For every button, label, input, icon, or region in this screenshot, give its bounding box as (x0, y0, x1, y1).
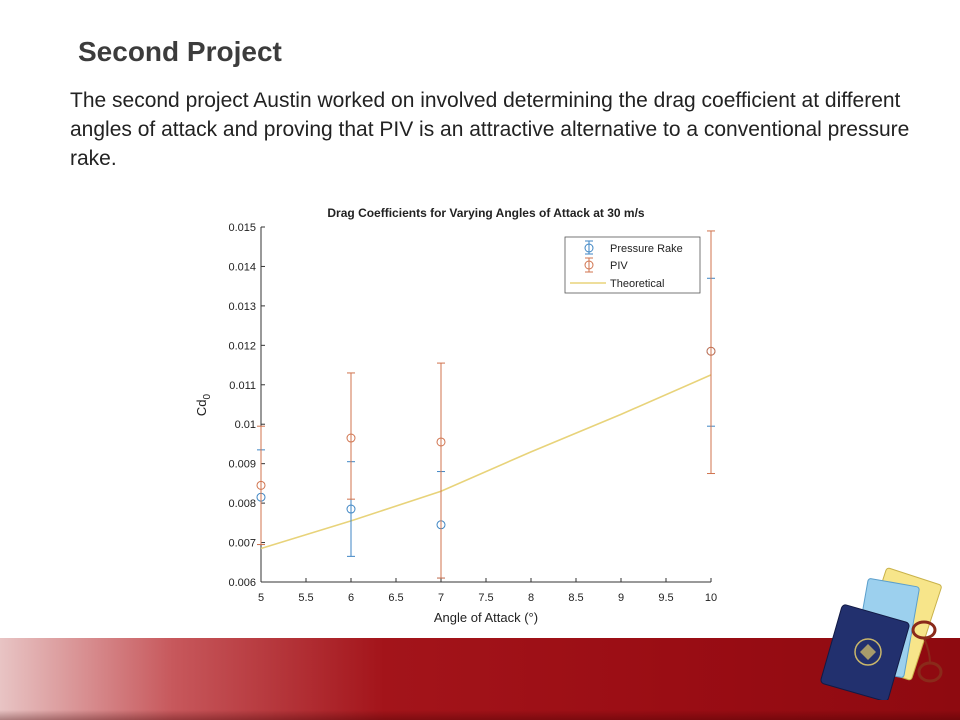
piv-point (347, 373, 355, 499)
svg-text:Cd0 (194, 393, 213, 416)
slide-body-text: The second project Austin worked on involved determining the drag coefficient at different angles of attack and proving that PIV is an attractive alternative to a conventional pressure rake. (70, 89, 910, 170)
y-axis-label-main: Cd (194, 399, 209, 417)
y-tick-label: 0.013 (228, 300, 256, 313)
y-tick-label: 0.009 (228, 458, 256, 471)
x-tick-label: 9.5 (658, 592, 674, 604)
y-tick-label: 0.006 (228, 577, 256, 589)
piv-point (257, 426, 265, 544)
x-tick-label: 9 (617, 592, 625, 604)
y-tick-label: 0.012 (228, 340, 256, 353)
passport-clipart-image (812, 560, 952, 700)
chart-title: Drag Coefficients for Varying Angles of Attack at 30 m/s (327, 206, 645, 220)
theoretical-line (261, 375, 711, 549)
legend-label-pressure-rake: Pressure Rake (610, 243, 683, 255)
x-tick-label: 7 (437, 592, 445, 604)
y-axis-label-subscript: 0 (202, 393, 213, 400)
y-axis-label (194, 393, 213, 416)
theoretical-series (261, 375, 711, 549)
chart-legend (565, 237, 700, 293)
x-tick-label: 6.5 (388, 592, 404, 604)
y-tick-label: 0.007 (228, 537, 256, 550)
x-tick-label: 6 (347, 592, 355, 604)
y-tick-label: 0.015 (228, 222, 256, 234)
drag-coefficient-chart (190, 195, 730, 635)
slide-title: Second Project (78, 36, 282, 67)
y-tick-label: 0.011 (229, 379, 256, 392)
piv-point (707, 231, 715, 474)
x-tick-label: 8 (527, 592, 535, 604)
x-tick-label: 10 (704, 592, 718, 604)
piv-point (437, 363, 445, 578)
legend-label-theoretical: Theoretical (610, 278, 665, 290)
x-tick-label: 5.5 (298, 592, 314, 604)
x-tick-label: 7.5 (478, 592, 494, 604)
x-tick-label: 8.5 (568, 592, 584, 604)
y-tick-label: 0.01 (234, 419, 256, 432)
x-tick-label: 5 (257, 592, 265, 604)
y-tick-label: 0.014 (228, 261, 256, 274)
y-tick-label: 0.008 (228, 498, 256, 511)
y-axis-ticks (228, 222, 265, 589)
legend-label-piv: PIV (610, 260, 628, 272)
x-axis-label: Angle of Attack (°) (433, 610, 539, 625)
